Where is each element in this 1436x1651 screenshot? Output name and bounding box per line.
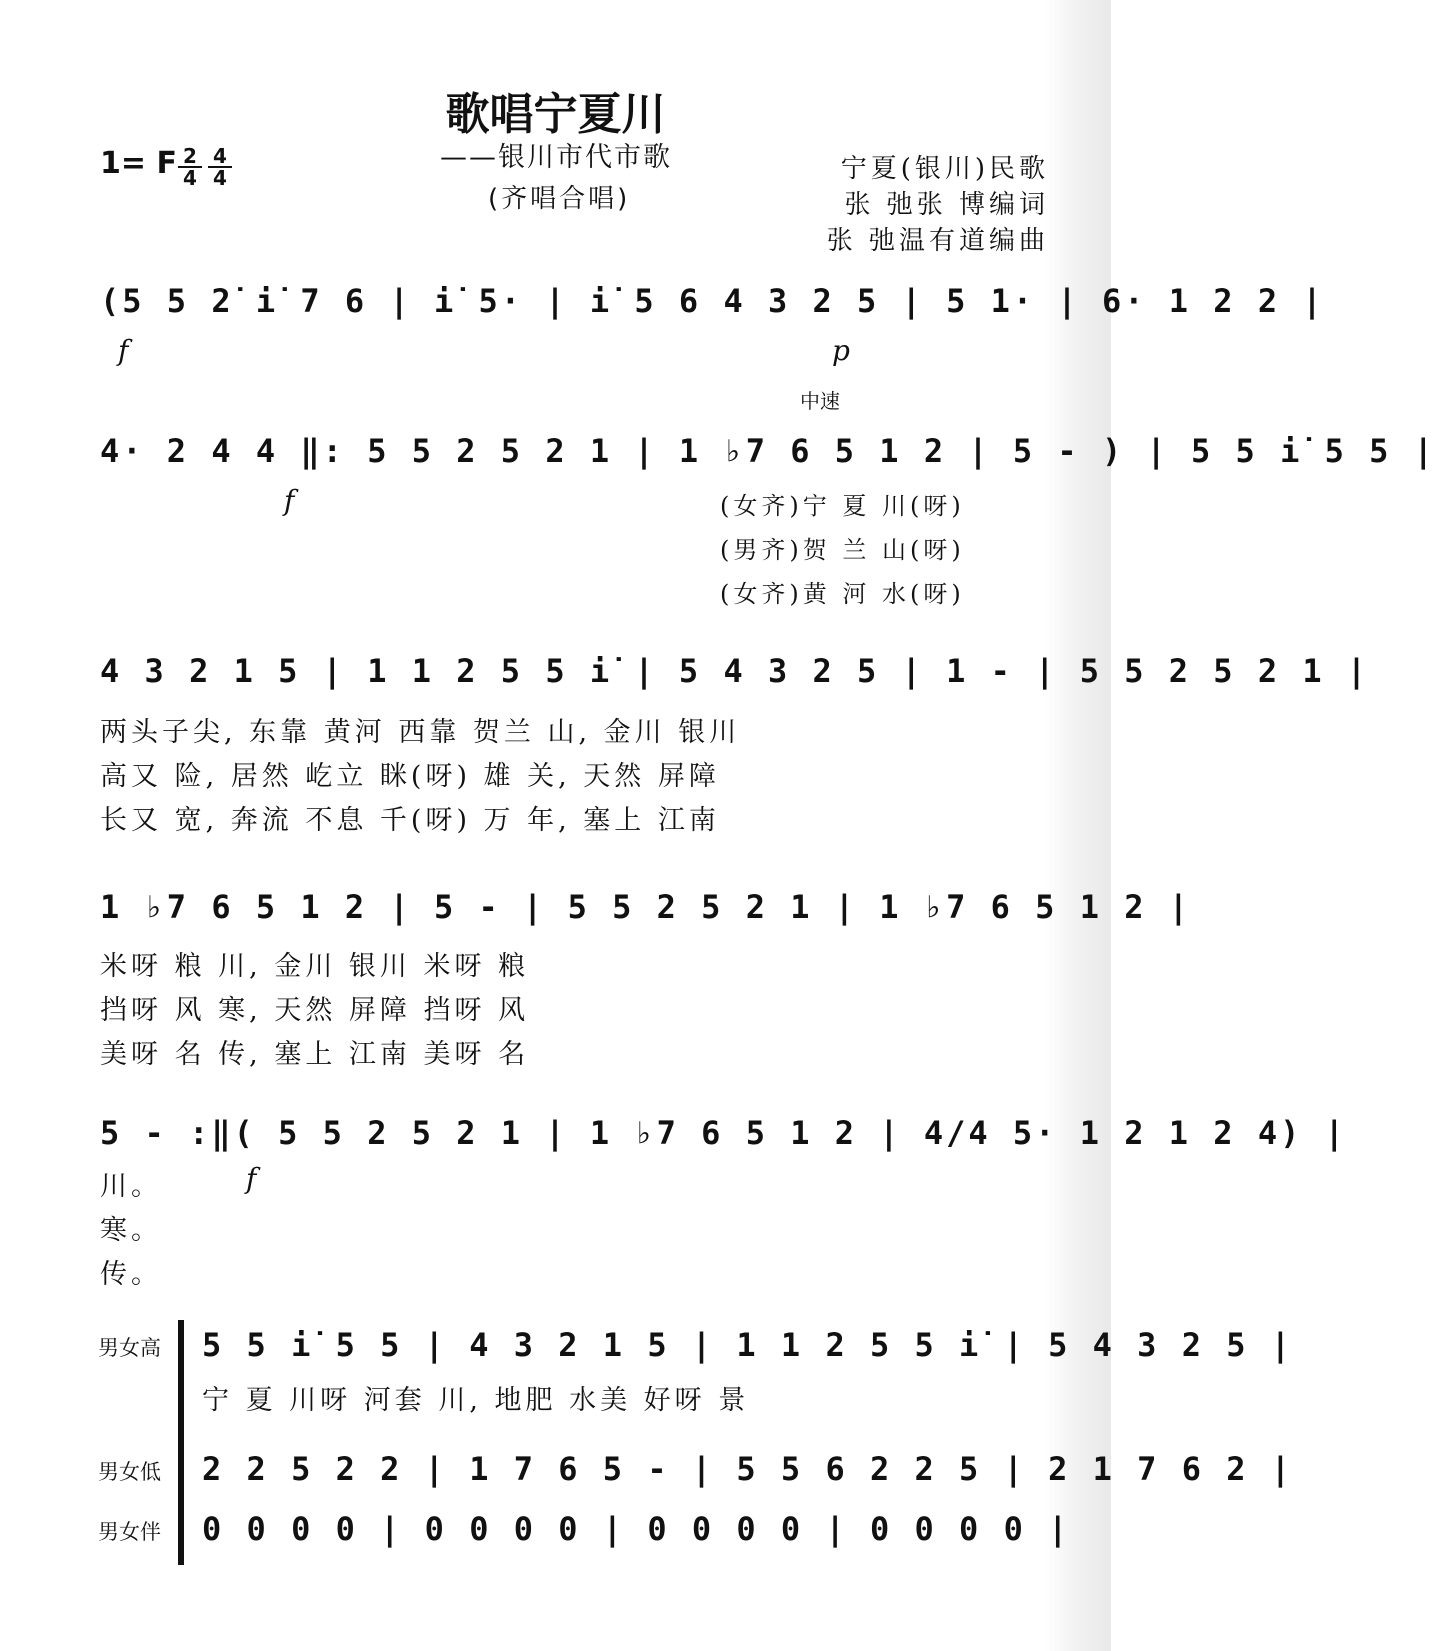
choir-high-lyric: 宁 夏 川呀 河套 川, 地肥 水美 好呀 景 — [202, 1385, 750, 1416]
score-line-3-notes: 4 3 2 1 5 | 1 1 2 5 5 i̇ | 5 4 3 2 5 | 1 - | 5 5 2 5 2 1 | — [100, 652, 1370, 690]
voice-label-low: 男女低 — [98, 1460, 161, 1484]
lyric-line-4-verse-2: 挡呀 风 寒, 天然 屏障 挡呀 风 — [100, 995, 530, 1026]
time-signature-numerator: 2 — [178, 146, 202, 168]
tempo-marking: 中速 — [800, 389, 840, 413]
score-line-4-notes: 1 ♭7 6 5 1 2 | 5 - | 5 5 2 5 2 1 | 1 ♭7 6 5 1 2 | — [100, 888, 1192, 926]
dynamic-forte: f — [118, 334, 129, 367]
verse-label-1: (女齐)宁 夏 川(呀) — [720, 492, 965, 520]
lyric-line-5-verse-2: 寒。 — [100, 1215, 162, 1246]
score-line-2-notes: 4· 2 4 4 ‖: 5 5 2 5 2 1 | 1 ♭7 6 5 1 2 | 5 - ) | 5 5 i̇ 5 5 | — [100, 432, 1436, 470]
lyric-line-4-verse-3: 美呀 名 传, 塞上 江南 美呀 名 — [100, 1039, 530, 1070]
time-signature-4-4 — [208, 146, 232, 188]
lyric-line-3-verse-2: 高又 险, 居然 屹立 眯(呀) 雄 关, 天然 屏障 — [100, 761, 720, 792]
dynamic-forte: f — [246, 1162, 257, 1195]
time-signature-numerator: 4 — [208, 146, 232, 168]
credit-lyricist: 张 弛张 博编词 — [844, 190, 1049, 220]
lyric-line-5-verse-3: 传。 — [100, 1259, 162, 1290]
credit-origin: 宁夏(银川)民歌 — [840, 154, 1049, 184]
lyric-line-3-verse-1: 两头子尖, 东靠 黄河 西靠 贺兰 山, 金川 银川 — [100, 717, 741, 748]
lyric-line-4-verse-1: 米呀 粮 川, 金川 银川 米呀 粮 — [100, 951, 530, 982]
choir-accompaniment-notes: 0 0 0 0 | 0 0 0 0 | 0 0 0 0 | 0 0 0 0 | — [202, 1510, 1071, 1548]
dynamic-forte: f — [284, 484, 295, 517]
credit-arranger: 张 弛温有道编曲 — [826, 226, 1049, 256]
verse-label-2: (男齐)贺 兰 山(呀) — [720, 536, 965, 564]
time-signature-denominator: 4 — [213, 166, 227, 190]
song-subtitle: ——银川市代市歌 — [440, 142, 672, 173]
key-signature: 1= F — [100, 146, 177, 181]
score-line-5-notes: 5 - :‖( 5 5 2 5 2 1 | 1 ♭7 6 5 1 2 | 4/4 5· 1 2 1 2 4) | — [100, 1114, 1347, 1152]
time-signature-denominator: 4 — [183, 166, 197, 190]
score-line-1-notes: (5 5 2̇ i̇ 7 6 | i̇ 5· | i̇ 5 6 4 3 2 5 | 5 1· | 6· 1 2 2 | — [100, 282, 1325, 320]
lyric-line-5-verse-1: 川。 — [100, 1171, 162, 1202]
lyric-line-3-verse-3: 长又 宽, 奔流 不息 千(呀) 万 年, 塞上 江南 — [100, 805, 720, 836]
dynamic-piano: p — [832, 334, 850, 367]
verse-label-3: (女齐)黄 河 水(呀) — [720, 580, 965, 608]
choir-low-notes: 2 2 5 2 2 | 1 7 6 5 - | 5 5 6 2 2 5 | 2 1 7 6 2 | — [202, 1450, 1294, 1488]
voice-label-high: 男女高 — [98, 1336, 161, 1360]
time-signature-2-4 — [178, 146, 202, 188]
voice-label-accompaniment: 男女伴 — [98, 1520, 161, 1544]
song-title: 歌唱宁夏川 — [445, 89, 666, 140]
performance-note: (齐唱合唱) — [488, 184, 631, 214]
choir-system-bracket — [178, 1320, 184, 1565]
choir-high-notes: 5 5 i̇ 5 5 | 4 3 2 1 5 | 1 1 2 5 5 i̇ | 5 4 3 2 5 | — [202, 1326, 1294, 1364]
